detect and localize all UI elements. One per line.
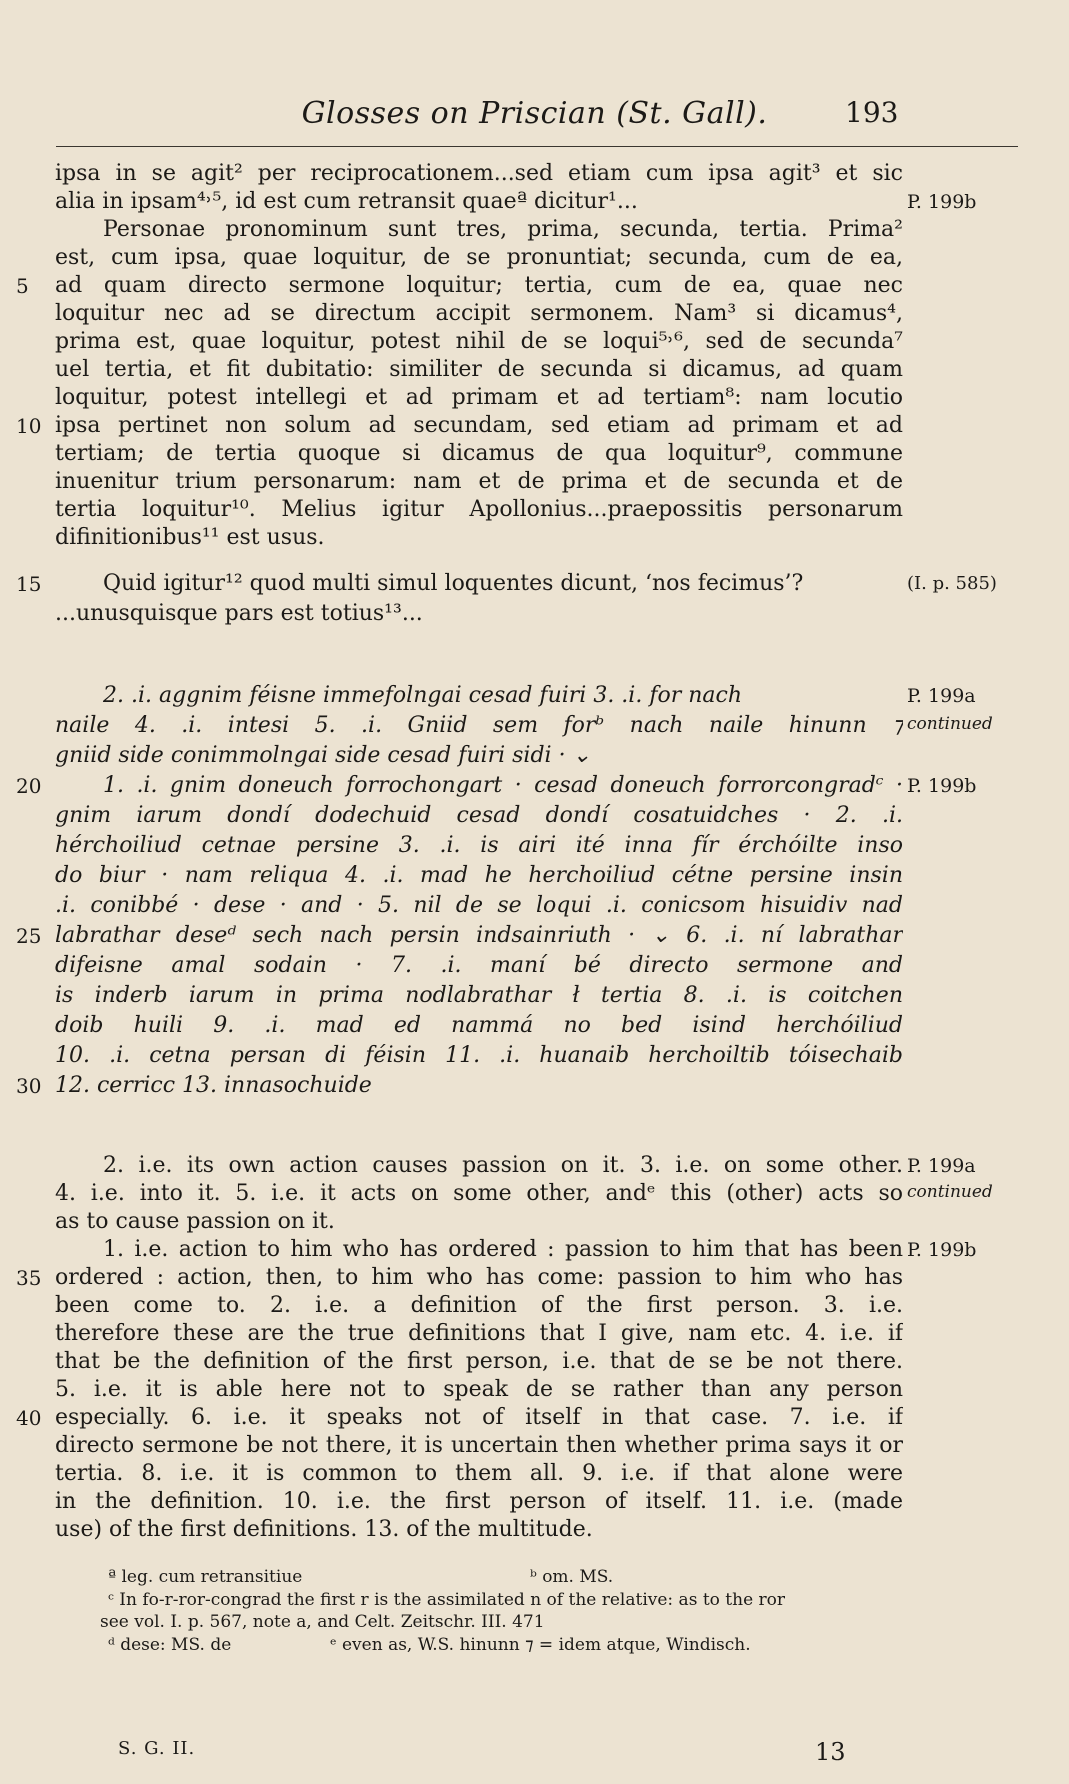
latin-line: ...unusquisque pars est totius¹³... <box>55 601 423 626</box>
translation-line: ordered : action, then, to him who has come: passion to him who has <box>55 1265 903 1290</box>
latin-line: Personae pronominum sunt tres, prima, secunda, tertia. Prima² <box>103 217 903 242</box>
latin-line: difinitionibus¹¹ est usus. <box>55 525 325 550</box>
latin-line: prima est, quae loquitur, potest nihil de se loqui⁵˒⁶, sed de secunda⁷ <box>55 329 903 354</box>
latin-line: alia in ipsam⁴˒⁵, id est cum retransit quaeª dicitur¹... <box>55 189 638 214</box>
margin-ref: P. 199b <box>907 775 977 797</box>
translation-line: 5. i.e. it is able here not to speak de se rather than any person <box>55 1377 903 1402</box>
latin-line: Quid igitur¹² quod multi simul loquentes dicunt, ‘nos fecimus’? <box>103 571 804 596</box>
latin-line: inuenitur trium personarum: nam et de prima et de secunda et de <box>55 469 903 494</box>
margin-continued: continued <box>907 1182 993 1202</box>
irish-gloss-line: doib huili 9. .i. mad ed nammá no bed isind herchóiliud <box>55 1013 903 1038</box>
irish-gloss-line: 1. .i. gnim doneuch forrochongart · cesad doneuch forrorcongradᶜ · <box>103 773 903 798</box>
margin-ref: P. 199a <box>907 1155 976 1177</box>
footnote: see vol. I. p. 567, note a, and Celt. Zeitschr. III. 471 <box>100 1612 545 1632</box>
irish-gloss-line: .i. conibbé · dese · and · 5. nil de se loqui .i. conicsom hisuidiv nad <box>55 893 903 918</box>
irish-gloss-line: gniid side conimmolngai side cesad fuiri sidi · ⌄ <box>55 743 591 768</box>
footnote: ᵉ even as, W.S. hinunn ⁊ = idem atque, Windisch. <box>330 1635 751 1655</box>
latin-line: est, cum ipsa, quae loquitur, de se pronuntiat; secunda, cum de ea, <box>55 245 903 270</box>
line-number: 35 <box>16 1266 42 1290</box>
translation-line: 1. i.e. action to him who has ordered : passion to him that has been <box>103 1237 903 1262</box>
irish-gloss-line: 12. cerricc 13. innasochuide <box>55 1073 372 1098</box>
irish-gloss-line: gnim iarum dondí dodechuid cesad dondí cosatuidches · 2. .i. <box>55 803 903 828</box>
irish-gloss-line: is inderb iarum in prima nodlabrathar ł tertia 8. .i. is coitchen <box>55 983 903 1008</box>
translation-line: that be the definition of the first person, i.e. that de se be not there. <box>55 1349 903 1374</box>
line-number: 5 <box>16 274 29 298</box>
line-number: 40 <box>16 1406 42 1430</box>
footnote: ᶜ In fo-r-ror-congrad the first r is the assimilated n of the relative: as to the ror <box>108 1590 786 1610</box>
latin-line: uel tertia, et fit dubitatio: similiter de secunda si dicamus, ad quam <box>55 357 903 382</box>
translation-line: directo sermone be not there, it is uncertain then whether prima says it or <box>55 1433 903 1458</box>
header-rule <box>56 146 1018 147</box>
margin-ref: P. 199a <box>907 685 976 707</box>
translation-line: tertia. 8. i.e. it is common to them all. 9. i.e. if that alone were <box>55 1461 903 1486</box>
footnote: ª leg. cum retransitiue <box>108 1567 303 1587</box>
signature-mark: S. G. II. <box>118 1738 196 1759</box>
irish-gloss-line: labrathar deseᵈ sech nach persin indsainriuth · ⌄ 6. .i. ní labrathar <box>55 923 903 948</box>
translation-line: as to cause passion on it. <box>55 1209 335 1234</box>
translation-line: especially. 6. i.e. it speaks not of itself in that case. 7. i.e. if <box>55 1405 903 1430</box>
latin-line: ipsa in se agit² per reciprocationem...sed etiam cum ipsa agit³ et sic <box>55 161 903 186</box>
page-number: 193 <box>845 96 899 129</box>
translation-line: in the definition. 10. i.e. the first person of itself. 11. i.e. (made <box>55 1489 903 1514</box>
line-number: 15 <box>16 572 42 596</box>
latin-line: loquitur, potest intellegi et ad primam et ad tertiam⁸: nam locutio <box>55 385 903 410</box>
latin-line: tertiam; de tertia quoque si dicamus de qua loquitur⁹, commune <box>55 441 903 466</box>
translation-line: 4. i.e. into it. 5. i.e. it acts on some other, andᵉ this (other) acts so <box>55 1181 903 1206</box>
footnote: ᵈ dese: MS. de <box>108 1635 232 1655</box>
running-title: Glosses on Priscian (St. Gall). <box>301 96 768 131</box>
latin-line: loquitur nec ad se directum accipit sermonem. Nam³ si dicamus⁴, <box>55 301 903 326</box>
irish-gloss-line: hérchoiliud cetnae persine 3. .i. is airi ité inna fír érchóilte inso <box>55 833 903 858</box>
irish-gloss-line: difeisne amal sodain · 7. .i. maní bé directo sermone and <box>55 953 903 978</box>
translation-line: 2. i.e. its own action causes passion on it. 3. i.e. on some other. <box>103 1153 903 1178</box>
translation-line: been come to. 2. i.e. a definition of the first person. 3. i.e. <box>55 1293 903 1318</box>
translation-line: therefore these are the true definitions that I give, nam etc. 4. i.e. if <box>55 1321 903 1346</box>
line-number: 20 <box>16 774 42 798</box>
line-number: 25 <box>16 924 42 948</box>
gathering-number: 13 <box>815 1738 846 1766</box>
irish-gloss-line: 10. .i. cetna persan di féisin 11. .i. huanaib herchoiltib tóisechaib <box>55 1043 903 1068</box>
margin-ref: P. 199b <box>907 191 977 213</box>
margin-ref: (I. p. 585) <box>907 573 997 594</box>
latin-line: ad quam directo sermone loquitur; tertia, cum de ea, quae nec <box>55 273 903 298</box>
line-number: 30 <box>16 1074 42 1098</box>
latin-line: tertia loquitur¹⁰. Melius igitur Apollonius...praepossitis personarum <box>55 497 903 522</box>
margin-continued: continued <box>907 714 993 734</box>
latin-line: ipsa pertinet non solum ad secundam, sed etiam ad primam et ad <box>55 413 903 438</box>
line-number: 10 <box>16 414 42 438</box>
footnote: ᵇ om. MS. <box>530 1567 614 1587</box>
irish-gloss-line: do biur · nam reliqua 4. .i. mad he herchoiliud cétne persine insin <box>55 863 903 888</box>
translation-line: use) of the first definitions. 13. of the multitude. <box>55 1517 593 1542</box>
irish-gloss-line: naile 4. .i. intesi 5. .i. Gniid sem forᵇ nach naile hinunn ⁊ <box>55 713 903 738</box>
irish-gloss-line: 2. .i. aggnim féisne immefolngai cesad fuiri 3. .i. for nach <box>103 683 742 708</box>
margin-ref: P. 199b <box>907 1239 977 1261</box>
